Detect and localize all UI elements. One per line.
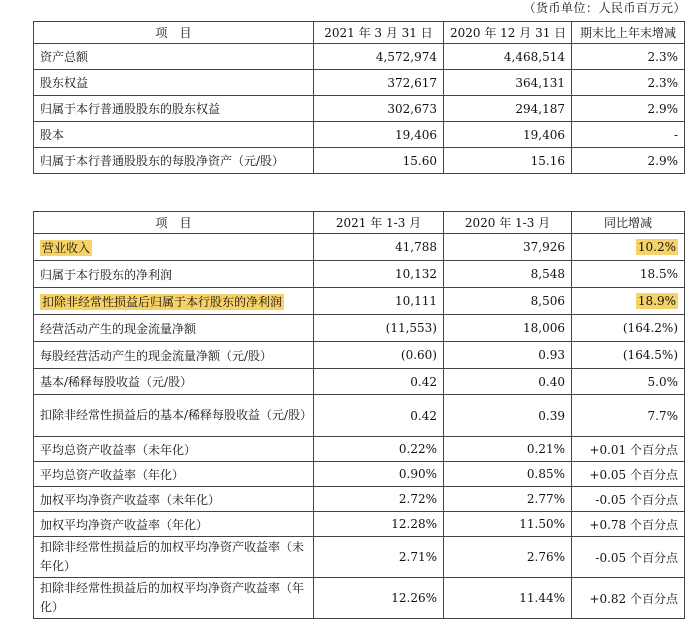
row-value-current: 15.60: [402, 153, 437, 168]
table-row: [34, 148, 685, 174]
row-value-prior: 0.40: [538, 374, 565, 389]
row-label: 扣除非经常性损益后的加权平均净资产收益率（未年化）: [40, 540, 305, 573]
column-header-date-2021: 2021 年 3 月 31 日: [314, 22, 444, 44]
row-value-prior: 4,468,514: [503, 49, 565, 64]
row-value-prior: 8,548: [530, 267, 565, 281]
row-value-prior: 0.39: [538, 408, 565, 423]
row-label: 扣除非经常性损益后的基本/稀释每股收益（元/股）: [40, 408, 313, 422]
table-row: [34, 537, 685, 578]
row-value-current: 19,406: [395, 127, 437, 142]
row-value-prior: 0.21%: [526, 442, 565, 456]
table-row: [34, 288, 685, 315]
row-value-change: 2.3%: [647, 49, 678, 64]
row-value-prior: 11.44%: [519, 591, 565, 605]
table-row: [34, 487, 685, 512]
table-row: [34, 96, 685, 122]
row-label: 加权平均净资产收益率（未年化）: [40, 492, 221, 507]
row-label: 经营活动产生的现金流量净额: [40, 321, 197, 336]
row-label: 股本: [40, 128, 65, 142]
row-label: 归属于本行股东的净利润: [40, 267, 173, 282]
table-row: [34, 234, 685, 261]
table-row: [34, 512, 685, 537]
table-row: [34, 261, 685, 288]
row-value-prior: 19,406: [523, 127, 565, 142]
row-value-prior: 8,506: [530, 294, 565, 308]
table-row: [34, 122, 685, 148]
row-value-change: 2.9%: [647, 101, 678, 116]
column-header-yoy-change: 同比增减: [572, 212, 685, 234]
table-row: [34, 369, 685, 395]
row-label: 股东权益: [40, 76, 89, 90]
row-value-change: 18.5%: [639, 267, 678, 281]
row-value-change: +0.82 个百分点: [589, 591, 678, 606]
income-table: [33, 211, 685, 619]
row-value-current: 4,572,974: [375, 49, 437, 64]
table-row: [34, 437, 685, 462]
table-row: [34, 315, 685, 342]
row-value-change: 10.2%: [637, 240, 676, 254]
row-value-current: 0.22%: [398, 442, 437, 456]
row-value-prior: 18,006: [523, 321, 565, 335]
row-label: 扣除非经常性损益后的加权平均净资产收益率（年化）: [40, 581, 305, 614]
row-value-prior: 2.76%: [526, 550, 565, 564]
table-row: [34, 44, 685, 70]
row-value-change: +0.01 个百分点: [589, 442, 678, 457]
row-value-change: 5.0%: [647, 374, 678, 389]
row-label: 每股经营活动产生的现金流量净额（元/股）: [40, 348, 273, 363]
table-row: [34, 342, 685, 369]
row-value-change: -0.05 个百分点: [595, 492, 678, 507]
row-value-current: (0.60): [400, 348, 437, 362]
row-value-change: -0.05 个百分点: [595, 550, 678, 565]
row-value-prior: 11.50%: [519, 517, 565, 531]
table-row: [34, 70, 685, 96]
row-label: 加权平均净资产收益率（年化）: [40, 517, 209, 532]
row-value-change: +0.78 个百分点: [589, 517, 678, 532]
row-value-current: 372,617: [387, 75, 437, 90]
column-header-period-2020: 2020 年 1-3 月: [444, 212, 572, 234]
row-value-current: 2.72%: [398, 492, 437, 506]
row-label: 平均总资产收益率（未年化）: [40, 442, 197, 457]
row-value-change: +0.05 个百分点: [589, 467, 678, 482]
row-value-change: 7.7%: [647, 408, 678, 423]
row-value-current: 12.26%: [391, 591, 437, 605]
row-value-change: -: [673, 127, 678, 142]
row-value-change: (164.2%): [622, 321, 678, 335]
row-value-current: 0.42: [410, 408, 437, 423]
row-label: 归属于本行普通股股东的股东权益: [40, 102, 221, 116]
table-row: [34, 395, 685, 437]
row-value-current: 12.28%: [391, 517, 437, 531]
row-label: 扣除非经常性损益后归属于本行股东的净利润: [42, 294, 283, 309]
table-row: [34, 462, 685, 487]
row-label: 基本/稀释每股收益（元/股）: [40, 375, 193, 389]
row-value-prior: 0.85%: [526, 467, 565, 481]
row-value-current: 0.42: [410, 374, 437, 389]
row-label: 平均总资产收益率（年化）: [40, 467, 185, 482]
balance-sheet-table: [33, 21, 685, 174]
row-value-change: (164.5%): [622, 348, 678, 362]
table-row: [34, 578, 685, 619]
row-value-prior: 0.93: [538, 348, 565, 362]
row-value-change: 2.3%: [647, 75, 678, 90]
row-value-change: 2.9%: [647, 153, 678, 168]
currency-unit-note: （货币单位：人民币百万元）: [523, 1, 686, 15]
column-header-date-2020: 2020 年 12 月 31 日: [444, 22, 572, 44]
row-value-current: 10,111: [395, 294, 437, 308]
row-value-current: 0.90%: [398, 467, 437, 481]
row-label: 归属于本行普通股股东的每股净资产（元/股）: [40, 154, 285, 168]
row-value-current: 10,132: [395, 267, 437, 281]
table-header-row: [34, 22, 685, 44]
row-label: 营业收入: [42, 240, 91, 255]
row-value-prior: 294,187: [515, 101, 565, 116]
row-value-prior: 37,926: [523, 240, 565, 254]
column-header-change: 期末比上年末增减: [572, 22, 685, 44]
row-value-current: 302,673: [387, 101, 437, 116]
row-value-current: 2.71%: [398, 550, 437, 564]
table-header-row: [34, 212, 685, 234]
column-header-period-2021: 2021 年 1-3 月: [314, 212, 444, 234]
row-value-current: 41,788: [395, 240, 437, 254]
row-value-current: (11,553): [385, 321, 437, 335]
row-value-prior: 2.77%: [526, 492, 565, 506]
row-label: 资产总额: [40, 50, 89, 64]
column-header-item: 项 目: [34, 212, 314, 234]
row-value-prior: 15.16: [530, 153, 565, 168]
row-value-prior: 364,131: [515, 75, 565, 90]
row-value-change: 18.9%: [637, 294, 676, 308]
column-header-item: 项 目: [34, 22, 314, 44]
